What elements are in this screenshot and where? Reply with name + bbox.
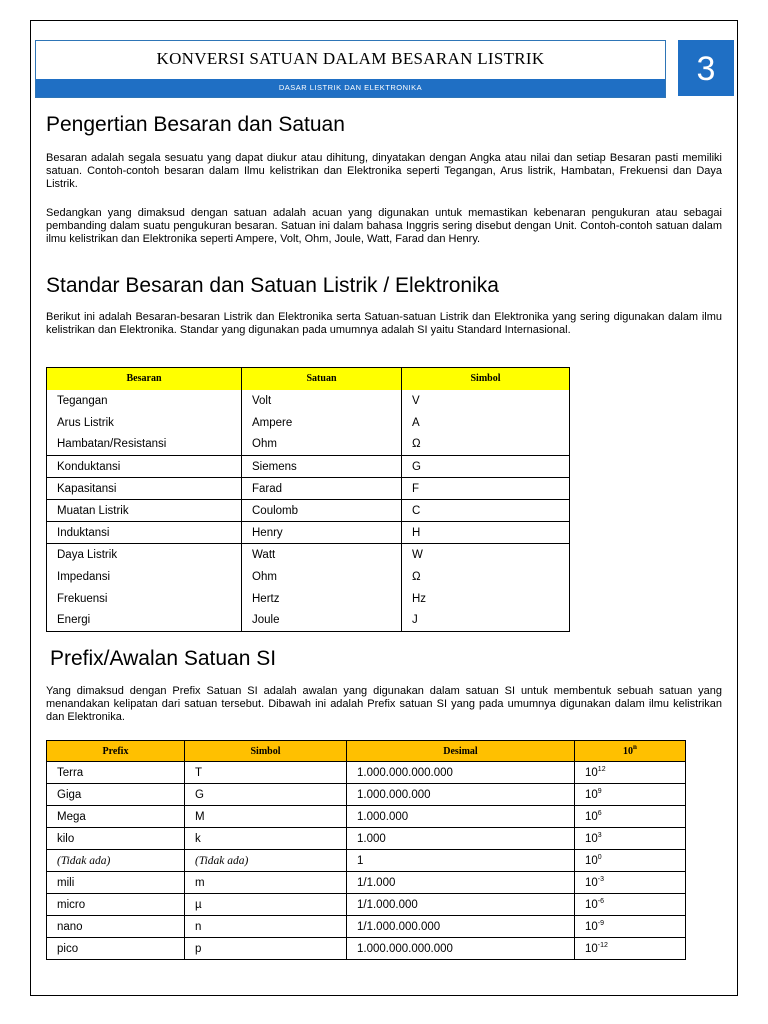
table-row [47,828,686,850]
section-heading-prefix: Prefix/Awalan Satuan SI [50,647,277,670]
table-row [47,916,686,938]
prefix-table [46,740,686,960]
table-row [47,544,570,566]
cell-satuan: Ohm [242,434,402,456]
table-header-row [47,741,686,762]
cell-simbol: M [185,806,347,828]
cell-besaran: Muatan Listrik [47,500,242,522]
cell-desimal: 1/1.000.000.000 [347,916,575,938]
cell-desimal: 1.000.000.000 [347,784,575,806]
table-row [47,478,570,500]
cell-besaran: Kapasitansi [47,478,242,500]
column-header-simbol: Simbol [185,741,347,762]
cell-simbol: F [402,478,570,500]
cell-power: $10^6$ [575,806,686,828]
cell-besaran: Konduktansi [47,456,242,478]
cell-simbol: A [402,412,570,434]
cell-power: $10^{-12}$ [575,938,686,960]
table-row [47,938,686,960]
paragraph-besaran: Besaran adalah segala sesuatu yang dapat diukur atau dihitung, dinyatakan dengan Angka atau nilai dan setiap Besaran pasti memiliki satuan. Contoh-contoh besaran dalam Ilmu kelistrikan dan Elektronika seperti Tegangan, Arus listrik, Hambatan, Frekuensi dan Daya Listrik. [46,152,722,190]
paragraph-satuan: Sedangkan yang dimaksud dengan satuan adalah acuan yang digunakan untuk memastikan kebenaran pengukuran atau sebagai pembanding dalam suatu pengukuran besaran. Satuan ini dalam bahasa Inggris sering disebut dengan Unit. Contoh-contoh satuan dalam ilmu kelistrikan dan Elektronika seperti Ampere, Volt, Ohm, Joule, Watt, Farad dan Henry. [46,207,722,245]
table-row [47,872,686,894]
cell-prefix: kilo [47,828,185,850]
cell-simbol: T [185,762,347,784]
table-row [47,456,570,478]
table-row [47,434,570,456]
cell-power: $10^{-3}$ [575,872,686,894]
table-header-row [47,368,570,390]
cell-satuan: Watt [242,544,402,566]
cell-satuan: Siemens [242,456,402,478]
column-header-satuan: Satuan [242,368,402,390]
cell-besaran: Induktansi [47,522,242,544]
cell-simbol: Ω [402,434,570,456]
cell-desimal: 1.000.000.000.000 [347,938,575,960]
table-row [47,894,686,916]
cell-power: $10^{-9}$ [575,916,686,938]
cell-satuan: Ohm [242,566,402,588]
cell-satuan: Volt [242,390,402,412]
column-header-simbol: Simbol [402,368,570,390]
cell-besaran: Tegangan [57,394,108,407]
cell-simbol: G [185,784,347,806]
cell-satuan: Ampere [242,412,402,434]
cell-prefix: pico [47,938,185,960]
paragraph-standar: Berikut ini adalah Besaran-besaran Listrik dan Elektronika serta Satuan-satuan Listrik dan Elektronika yang sering digunakan dalam ilmu kelistrikan dan Elektronika. Standar yang digunakan pada umumnya adalah SI yaitu Standard Internasional. [46,311,722,336]
cell-simbol: m [185,872,347,894]
cell-power: $10^{-6}$ [575,894,686,916]
cell-simbol: µ [185,894,347,916]
cell-prefix: micro [47,894,185,916]
cell-besaran: Hambatan/Resistansi [57,438,167,451]
cell-besaran: Impedansi [57,570,111,583]
cell-power: $10^0$ [575,850,686,872]
cell-besaran: Arus Listrik [57,416,114,429]
cell-satuan: Farad [242,478,402,500]
document-title: KONVERSI SATUAN DALAM BESARAN LISTRIK [156,49,545,68]
cell-satuan: Joule [242,610,402,632]
cell-desimal: 1/1.000.000 [347,894,575,916]
cell-desimal: 1/1.000 [347,872,575,894]
cell-desimal: 1.000.000.000.000 [347,762,575,784]
cell-simbol: n [185,916,347,938]
cell-simbol: Hz [402,588,570,610]
besaran-satuan-table [46,367,570,632]
table-row [47,412,570,434]
cell-simbol: (Tidak ada) [185,850,347,872]
cell-prefix: (Tidak ada) [47,850,185,872]
column-header-desimal: Desimal [347,741,575,762]
cell-desimal: 1.000 [347,828,575,850]
table-row [47,390,570,412]
cell-prefix: mili [47,872,185,894]
table-row [47,762,686,784]
cell-simbol: J [402,610,570,632]
cell-prefix: Terra [47,762,185,784]
table-row [47,588,570,610]
table-row [47,806,686,828]
paragraph-prefix: Yang dimaksud dengan Prefix Satuan SI adalah awalan yang digunakan dalam satuan SI untuk membentuk sebuah satuan yang menandakan kelipatan dari satuan tersebut. Dibawah ini adalah Prefix satuan SI yang pada umumnya digunakan dalam ilmu kelistrikan dan Elektronika. [46,685,722,723]
cell-power: $10^9$ [575,784,686,806]
table-row [47,610,570,632]
cell-besaran: Energi [57,614,91,627]
cell-prefix: nano [47,916,185,938]
cell-desimal: 1 [347,850,575,872]
cell-simbol: Ω [402,566,570,588]
cell-simbol: G [402,456,570,478]
cell-simbol: C [402,500,570,522]
cell-satuan: Hertz [242,588,402,610]
cell-simbol: H [402,522,570,544]
cell-simbol: V [402,390,570,412]
cell-simbol: k [185,828,347,850]
header-subtitle: DASAR LISTRIK DAN ELEKTRONIKA [36,79,665,97]
cell-besaran: Daya Listrik [47,544,242,566]
cell-simbol: p [185,938,347,960]
cell-prefix: Mega [47,806,185,828]
cell-satuan: Coulomb [242,500,402,522]
column-header-besaran: Besaran [47,368,242,390]
page-number: 3 [678,40,734,96]
cell-power: $10^3$ [575,828,686,850]
table-row [47,784,686,806]
cell-besaran: Frekuensi [57,592,108,605]
column-header-power: 10$^n$ [575,741,686,762]
cell-prefix: Giga [47,784,185,806]
table-row [47,850,686,872]
table-row [47,522,570,544]
cell-desimal: 1.000.000 [347,806,575,828]
table-row [47,500,570,522]
header-box [35,40,666,98]
section-heading-standar: Standar Besaran dan Satuan Listrik / Elektronika [46,274,499,297]
cell-satuan: Henry [242,522,402,544]
section-heading-pengertian: Pengertian Besaran dan Satuan [46,113,345,136]
cell-simbol: W [402,544,570,566]
table-row [47,566,570,588]
column-header-prefix: Prefix [47,741,185,762]
cell-power: $10^{12}$ [575,762,686,784]
